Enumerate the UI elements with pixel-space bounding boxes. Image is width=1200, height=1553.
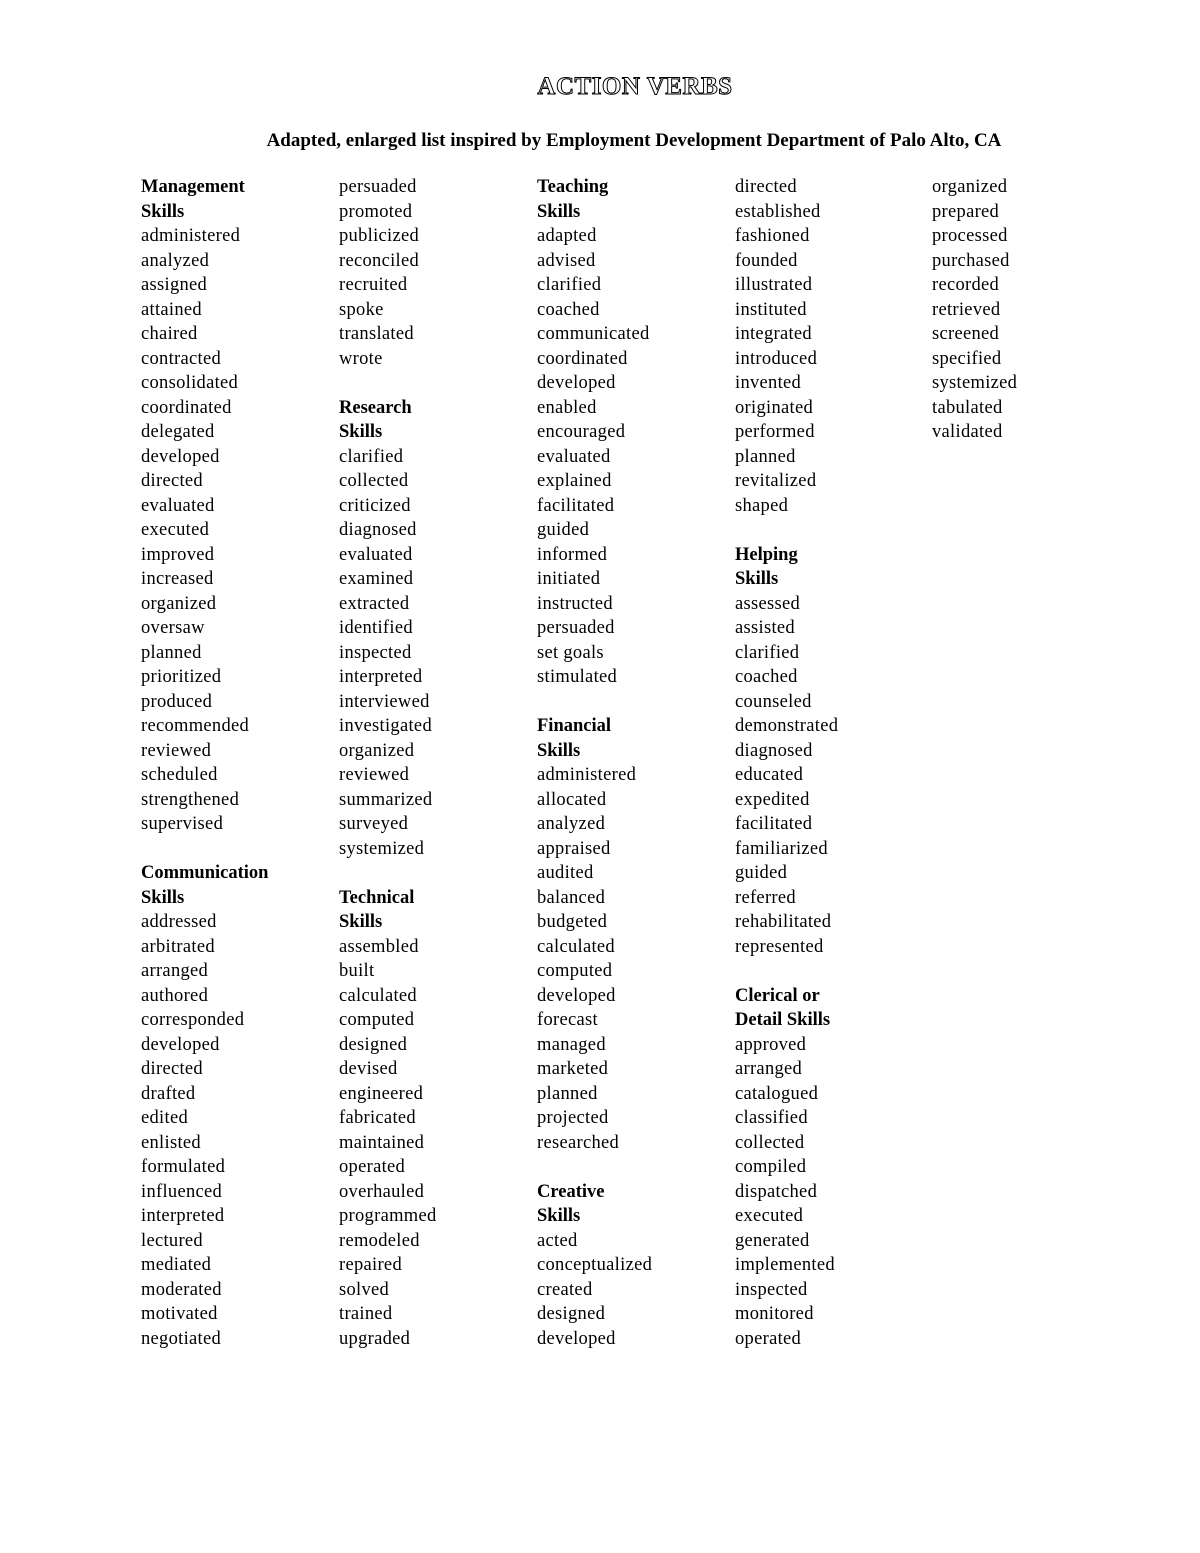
section-heading: Management: [141, 177, 245, 197]
verb-item: remodeled: [339, 1230, 420, 1251]
verb-item: collected: [339, 471, 409, 491]
verb-item: dispatched: [735, 1181, 818, 1202]
verb-item: organized: [339, 740, 415, 761]
verb-item: appraised: [537, 838, 611, 859]
verb-item: operated: [735, 1328, 802, 1349]
verb-item: informed: [537, 544, 608, 565]
verb-item: upgraded: [339, 1328, 411, 1349]
verb-item: fabricated: [339, 1108, 416, 1128]
verb-item: reviewed: [339, 765, 410, 785]
verb-item: developed: [141, 446, 220, 467]
verb-item: diagnosed: [735, 740, 813, 761]
verb-column-2: [339, 175, 529, 1351]
verb-item: collected: [735, 1132, 805, 1153]
verb-item: coordinated: [141, 397, 232, 418]
section-heading: Skills: [141, 201, 185, 222]
verb-item: screened: [932, 324, 1000, 344]
verb-item: administered: [537, 765, 637, 785]
verb-item: evaluated: [141, 495, 215, 516]
verb-item: overhauled: [339, 1181, 425, 1202]
verb-item: interviewed: [339, 691, 430, 712]
verb-item: analyzed: [141, 250, 210, 271]
verb-item: developed: [537, 1328, 616, 1349]
verb-item: promoted: [339, 201, 413, 222]
verb-item: retrieved: [932, 299, 1001, 320]
verb-item: prepared: [932, 201, 1000, 222]
section-heading: Clerical or: [735, 985, 820, 1006]
verb-item: interpreted: [339, 667, 423, 687]
verb-item: scheduled: [141, 765, 218, 785]
verb-item: delegated: [141, 422, 215, 442]
verb-item: mediated: [141, 1255, 212, 1275]
verb-item: educated: [735, 765, 804, 785]
verb-item: classified: [735, 1108, 808, 1128]
verb-item: rehabilitated: [735, 912, 832, 932]
verb-item: computed: [339, 1010, 415, 1030]
verb-item: invented: [735, 373, 802, 393]
verb-item: designed: [537, 1304, 606, 1324]
verb-item: performed: [735, 422, 815, 442]
verb-item: integrated: [735, 324, 812, 344]
section-heading: Skills: [537, 201, 581, 222]
verb-item: managed: [537, 1034, 606, 1055]
verb-item: consolidated: [141, 373, 239, 393]
document-subtitle: Adapted, enlarged list inspired by Employment Development Department of Palo Alto, CA: [266, 130, 1002, 151]
verb-item: directed: [735, 177, 797, 197]
verb-item: assigned: [141, 275, 208, 295]
verb-column-1: [141, 175, 331, 1351]
verb-item: improved: [141, 544, 215, 565]
verb-item: reconciled: [339, 250, 420, 271]
verb-item: assisted: [735, 618, 795, 638]
verb-item: clarified: [537, 275, 602, 295]
verb-item: coordinated: [537, 348, 628, 369]
verb-item: criticized: [339, 495, 411, 516]
verb-column-5: [932, 175, 1122, 445]
spacer: [735, 518, 925, 543]
verb-item: built: [339, 961, 375, 981]
verb-item: wrote: [339, 348, 383, 369]
verb-item: examined: [339, 569, 414, 589]
verb-item: recruited: [339, 275, 408, 295]
verb-item: validated: [932, 422, 1003, 442]
verb-item: instructed: [537, 593, 613, 614]
verb-item: allocated: [537, 789, 607, 810]
verb-item: analyzed: [537, 814, 606, 834]
verb-item: researched: [537, 1132, 620, 1153]
verb-item: supervised: [141, 814, 224, 834]
verb-item: calculated: [537, 936, 615, 957]
verb-item: set goals: [537, 642, 604, 663]
section-heading: Skills: [537, 1206, 581, 1226]
verb-item: directed: [141, 1059, 203, 1079]
verb-item: authored: [141, 985, 209, 1006]
verb-item: contracted: [141, 348, 222, 369]
section-heading: Helping: [735, 544, 798, 565]
verb-item: interpreted: [141, 1206, 225, 1226]
spacer: [735, 959, 925, 984]
verb-item: catalogued: [735, 1083, 819, 1104]
section-heading: Technical: [339, 887, 415, 908]
verb-item: referred: [735, 887, 796, 908]
verb-item: organized: [932, 177, 1008, 197]
verb-item: investigated: [339, 716, 432, 736]
verb-item: marketed: [537, 1059, 609, 1079]
verb-item: facilitated: [735, 814, 813, 834]
verb-item: influenced: [141, 1181, 223, 1202]
verb-item: identified: [339, 618, 413, 638]
verb-item: trained: [339, 1304, 393, 1324]
verb-item: advised: [537, 250, 596, 271]
verb-item: encouraged: [537, 422, 626, 442]
verb-item: represented: [735, 936, 824, 957]
verb-item: coached: [735, 667, 798, 687]
verb-item: budgeted: [537, 912, 608, 932]
verb-item: maintained: [339, 1132, 425, 1153]
verb-item: produced: [141, 691, 213, 712]
verb-item: persuaded: [339, 177, 417, 197]
verb-item: facilitated: [537, 495, 615, 516]
verb-item: developed: [537, 373, 616, 393]
verb-item: implemented: [735, 1255, 835, 1275]
verb-item: clarified: [339, 446, 404, 467]
verb-item: audited: [537, 863, 594, 883]
verb-item: strengthened: [141, 789, 240, 810]
verb-item: acted: [537, 1230, 578, 1251]
spacer: [537, 1155, 727, 1180]
verb-item: purchased: [932, 250, 1010, 271]
verb-item: evaluated: [339, 544, 413, 565]
verb-item: generated: [735, 1230, 810, 1251]
verb-item: devised: [339, 1059, 398, 1079]
verb-item: clarified: [735, 642, 800, 663]
verb-item: directed: [141, 471, 203, 491]
verb-item: publicized: [339, 226, 420, 246]
verb-item: monitored: [735, 1304, 814, 1324]
verb-item: shaped: [735, 495, 789, 516]
section-heading: Skills: [339, 912, 383, 932]
verb-item: spoke: [339, 299, 384, 320]
section-heading: Skills: [537, 740, 581, 761]
verb-item: planned: [735, 446, 796, 467]
verb-item: corresponded: [141, 1010, 245, 1030]
verb-item: established: [735, 201, 821, 222]
verb-item: motivated: [141, 1304, 218, 1324]
verb-item: familiarized: [735, 838, 828, 859]
verb-item: guided: [735, 863, 788, 883]
verb-item: planned: [141, 642, 202, 663]
verb-item: lectured: [141, 1230, 203, 1251]
verb-item: processed: [932, 226, 1008, 246]
verb-item: counseled: [735, 691, 812, 712]
verb-item: developed: [141, 1034, 220, 1055]
verb-item: prioritized: [141, 667, 222, 687]
section-heading: Research: [339, 397, 412, 418]
verb-item: oversaw: [141, 618, 205, 638]
section-heading: Skills: [141, 887, 185, 908]
verb-item: designed: [339, 1034, 408, 1055]
verb-item: initiated: [537, 569, 601, 589]
verb-item: computed: [537, 961, 613, 981]
verb-column-3: [537, 175, 727, 1351]
section-heading: Creative: [537, 1181, 605, 1202]
spacer: [339, 371, 529, 396]
verb-item: extracted: [339, 593, 410, 614]
verb-item: chaired: [141, 324, 198, 344]
verb-item: programmed: [339, 1206, 437, 1226]
section-heading: Teaching: [537, 177, 609, 197]
verb-item: adapted: [537, 226, 597, 246]
verb-item: communicated: [537, 324, 650, 344]
verb-item: systemized: [339, 838, 425, 859]
verb-item: tabulated: [932, 397, 1003, 418]
verb-item: arranged: [735, 1059, 803, 1079]
verb-item: fashioned: [735, 226, 810, 246]
verb-item: forecast: [537, 1010, 598, 1030]
verb-item: recommended: [141, 716, 250, 736]
verb-item: balanced: [537, 887, 606, 908]
spacer: [339, 861, 529, 886]
verb-item: increased: [141, 569, 214, 589]
verb-item: demonstrated: [735, 716, 839, 736]
verb-item: executed: [735, 1206, 804, 1226]
verb-item: compiled: [735, 1157, 807, 1177]
verb-item: systemized: [932, 373, 1018, 393]
verb-item: instituted: [735, 299, 807, 320]
verb-item: drafted: [141, 1083, 196, 1104]
verb-item: assessed: [735, 593, 801, 614]
verb-item: planned: [537, 1083, 598, 1104]
verb-item: negotiated: [141, 1328, 222, 1349]
verb-item: illustrated: [735, 275, 813, 295]
verb-item: attained: [141, 299, 202, 320]
verb-item: stimulated: [537, 667, 618, 687]
verb-item: addressed: [141, 912, 217, 932]
verb-item: operated: [339, 1157, 406, 1177]
verb-item: edited: [141, 1108, 189, 1128]
verb-item: repaired: [339, 1255, 402, 1275]
verb-item: projected: [537, 1108, 609, 1128]
verb-item: diagnosed: [339, 520, 417, 540]
verb-item: organized: [141, 593, 217, 614]
verb-item: developed: [537, 985, 616, 1006]
verb-item: evaluated: [537, 446, 611, 467]
verb-item: translated: [339, 324, 414, 344]
verb-item: summarized: [339, 789, 433, 810]
verb-item: recorded: [932, 275, 1000, 295]
verb-item: engineered: [339, 1083, 424, 1104]
verb-item: guided: [537, 520, 590, 540]
verb-item: solved: [339, 1279, 390, 1300]
verb-item: administered: [141, 226, 241, 246]
verb-item: inspected: [735, 1279, 808, 1300]
verb-item: originated: [735, 397, 814, 418]
verb-item: formulated: [141, 1157, 226, 1177]
verb-item: founded: [735, 250, 798, 271]
verb-item: expedited: [735, 789, 810, 810]
verb-item: created: [537, 1279, 593, 1300]
document-title: ACTION VERBS: [537, 73, 733, 100]
verb-item: moderated: [141, 1279, 222, 1300]
verb-item: enabled: [537, 397, 597, 418]
verb-item: approved: [735, 1034, 807, 1055]
verb-item: specified: [932, 348, 1002, 369]
verb-item: reviewed: [141, 740, 212, 761]
verb-item: persuaded: [537, 618, 615, 638]
section-heading: Communication: [141, 863, 269, 883]
section-heading: Detail Skills: [735, 1010, 831, 1030]
verb-column-4: [735, 175, 925, 1351]
verb-item: coached: [537, 299, 600, 320]
section-heading: Financial: [537, 716, 612, 736]
section-heading: Skills: [339, 422, 383, 442]
verb-item: executed: [141, 520, 210, 540]
verb-item: explained: [537, 471, 612, 491]
section-heading: Skills: [735, 569, 779, 589]
verb-item: enlisted: [141, 1132, 201, 1153]
verb-item: surveyed: [339, 814, 409, 834]
verb-item: assembled: [339, 936, 419, 957]
verb-item: arranged: [141, 961, 209, 981]
verb-item: arbitrated: [141, 936, 215, 957]
verb-item: introduced: [735, 348, 818, 369]
spacer: [141, 837, 331, 862]
verb-item: conceptualized: [537, 1255, 653, 1275]
spacer: [537, 690, 727, 715]
verb-item: revitalized: [735, 471, 817, 491]
verb-item: calculated: [339, 985, 417, 1006]
verb-item: inspected: [339, 642, 412, 663]
